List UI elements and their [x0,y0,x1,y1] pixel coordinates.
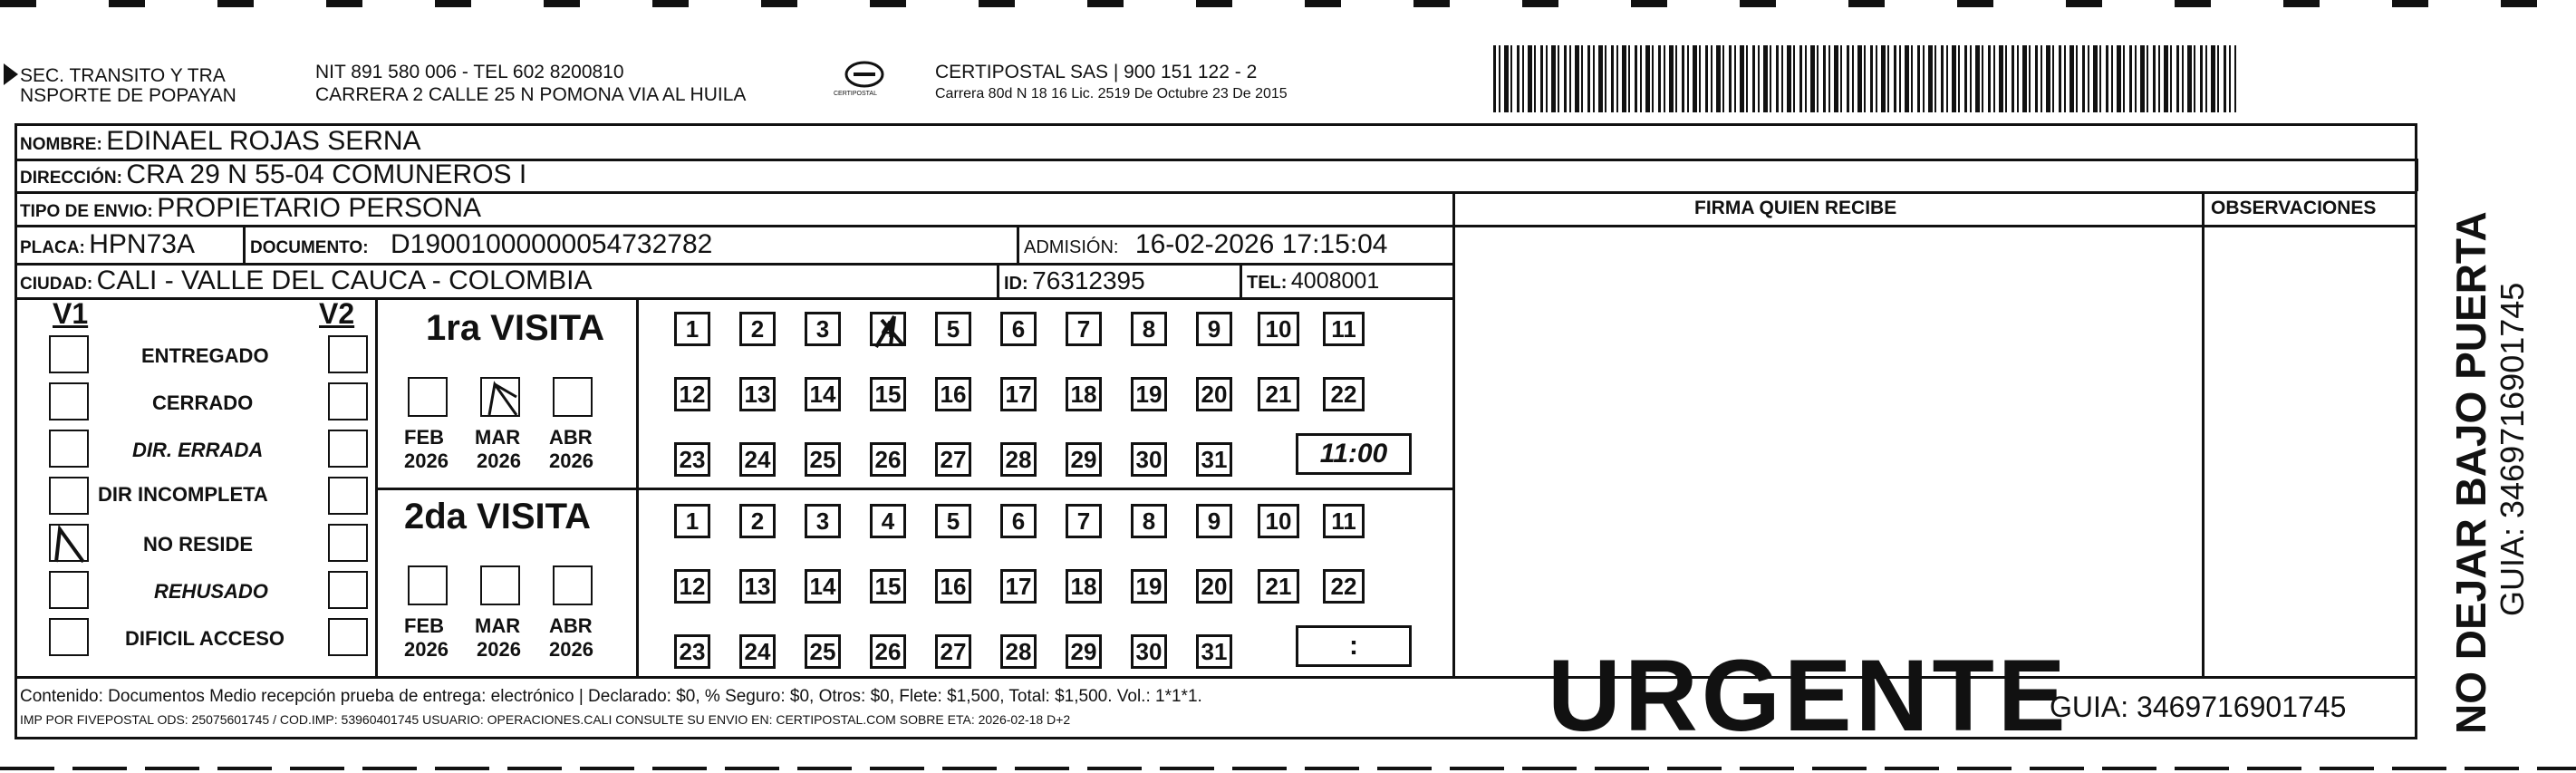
second-visit-day-6[interactable]: 6 [1000,504,1037,538]
second-visit-day-15[interactable]: 15 [870,569,906,604]
first-visit-day-9[interactable]: 9 [1196,312,1232,346]
first-visit-day-11[interactable]: 11 [1323,312,1365,346]
status-dir-incompleta: DIR INCOMPLETA [98,483,268,506]
ciudad-label: CIUDAD: [20,275,93,294]
second-visit-day-25[interactable]: 25 [805,634,841,669]
rule [14,225,2417,227]
urgent-stamp: URGENTE [1548,639,2069,752]
status-dificil-acceso: DIFICIL ACCESO [125,627,285,650]
second-visit-day-5[interactable]: 5 [935,504,971,538]
barcode [1493,45,2236,112]
second-visit-day-13[interactable]: 13 [739,569,776,604]
direccion-value: CRA 29 N 55-04 COMUNEROS I [126,159,527,189]
footer-guia: GUIA: 3469716901745 [2050,691,2347,723]
documento-value: D19001000000054732782 [391,229,713,259]
first-month-feb-checkbox[interactable] [408,377,448,417]
side-warning: NO DEJAR BAJO PUERTA [2447,211,2494,734]
first-visit-day-16[interactable]: 16 [935,377,971,411]
first-visit-day-7[interactable]: 7 [1066,312,1102,346]
second-month-feb-label: FEB [404,614,444,637]
second-visit-day-26[interactable]: 26 [870,634,906,669]
first-month-feb-label: FEB [404,426,444,449]
rule [375,297,378,676]
placa-label: PLACA: [20,238,85,257]
status-rehusado: REHUSADO [154,580,268,603]
second-visit-day-3[interactable]: 3 [805,504,841,538]
second-visit-day-12[interactable]: 12 [674,569,710,604]
first-visit-day-2[interactable]: 2 [739,312,776,346]
first-visit-day-21[interactable]: 21 [1258,377,1299,411]
v1-checkbox-cerrado[interactable] [49,382,89,420]
first-visit-day-27[interactable]: 27 [935,442,971,477]
v2-checkbox-no-reside[interactable] [328,524,368,562]
second-visit-day-17[interactable]: 17 [1000,569,1037,604]
certipostal-logo-icon [834,54,915,107]
tel-label: TEL: [1247,273,1288,293]
first-visit-day-5[interactable]: 5 [935,312,971,346]
second-visit-day-20[interactable]: 20 [1196,569,1232,604]
status-no-reside: NO RESIDE [143,533,254,556]
issuer-line2: NSPORTE DE POPAYAN [20,85,236,106]
first-visit-day-15[interactable]: 15 [870,377,906,411]
first-visit-day-13[interactable]: 13 [739,377,776,411]
second-visit-day-16[interactable]: 16 [935,569,971,604]
nombre-label: NOMBRE: [20,135,102,154]
admision-row [1024,229,1387,260]
v1-checkbox-no-reside[interactable] [49,524,89,562]
v1-checkbox-dir-errada[interactable] [49,430,89,468]
checkmark-icon [482,379,522,419]
second-visit-title: 2da VISITA [404,497,591,536]
second-visit-day-11[interactable]: 11 [1323,504,1365,538]
v2-checkbox-dir-errada[interactable] [328,430,368,468]
second-visit-day-27[interactable]: 27 [935,634,971,669]
first-visit-day-31[interactable]: 31 [1196,442,1232,477]
tipo-value: PROPIETARIO PERSONA [157,193,482,223]
admision-value: 16-02-2026 17:15:04 [1134,229,1388,259]
rule [1240,263,1242,297]
v2-checkbox-entregado[interactable] [328,335,368,373]
v2-checkbox-cerrado[interactable] [328,382,368,420]
direccion-label: DIRECCIÓN: [20,169,122,188]
second-visit-day-4[interactable]: 4 [870,504,906,538]
tel-row [1247,268,1379,295]
footer-content-line: Contenido: Documentos Medio recepción prueba de entrega: electrónico | Declarado: $0, % Seguro: $0, Otros: $0, Flete: $1,500, Total: $1,500. Vol.: 1*1*1. [20,687,1202,706]
second-month-mar-label: MAR [475,614,521,637]
placa-row [20,229,195,260]
v1-checkbox-dificil-acceso[interactable] [49,618,89,656]
checkmark-icon [873,314,909,349]
certipostal-logo [834,54,915,107]
first-visit-day-19[interactable]: 19 [1131,377,1167,411]
id-label: ID: [1004,274,1028,294]
rule [2416,159,2418,191]
rule [375,488,1455,490]
bottom-tear-edge [0,767,2576,770]
rule [1017,225,1019,263]
tipo-label: TIPO DE ENVIO: [20,202,153,221]
second-visit-day-9[interactable]: 9 [1196,504,1232,538]
observaciones-header: OBSERVACIONES [2211,198,2377,218]
tel-value: 4008001 [1290,268,1380,294]
first-year-feb: 2026 [404,449,449,472]
top-tear-edge [0,0,2576,7]
firma-header: FIRMA QUIEN RECIBE [1694,198,1897,218]
first-visit-day-25[interactable]: 25 [805,442,841,477]
ciudad-value: CALI - VALLE DEL CAUCA - COLOMBIA [96,266,593,295]
arrow-mark-icon [4,63,18,85]
second-month-abr-checkbox[interactable] [553,565,593,605]
company-line2: Carrera 80d N 18 16 Lic. 2519 De Octubre 23 De 2015 [935,86,1288,101]
second-visit-day-22[interactable]: 22 [1323,569,1365,604]
rule [243,225,246,263]
v2-checkbox-dir-incompleta[interactable] [328,477,368,515]
direccion-row [20,159,526,190]
first-visit-day-23[interactable]: 23 [674,442,710,477]
first-month-mar-label: MAR [475,426,521,449]
first-visit-day-20[interactable]: 20 [1196,377,1232,411]
first-visit-day-1[interactable]: 1 [674,312,710,346]
second-year-abr: 2026 [549,638,593,661]
second-visit-time[interactable]: : [1296,625,1412,667]
second-visit-day-19[interactable]: 19 [1131,569,1167,604]
second-visit-day-14[interactable]: 14 [805,569,841,604]
v1-checkbox-entregado[interactable] [49,335,89,373]
first-visit-day-18[interactable]: 18 [1066,377,1102,411]
second-month-abr-label: ABR [549,614,593,637]
second-month-feb-checkbox[interactable] [408,565,448,605]
first-visit-day-12[interactable]: 12 [674,377,710,411]
first-visit-day-26[interactable]: 26 [870,442,906,477]
second-visit-day-23[interactable]: 23 [674,634,710,669]
first-visit-day-29[interactable]: 29 [1066,442,1102,477]
nombre-value: EDINAEL ROJAS SERNA [106,126,421,156]
rule [14,297,1455,300]
second-visit-day-24[interactable]: 24 [739,634,776,669]
first-month-abr-label: ABR [549,426,593,449]
first-visit-day-22[interactable]: 22 [1323,377,1365,411]
logo-text: CERTIPOSTAL [834,91,877,97]
second-visit-day-1[interactable]: 1 [674,504,710,538]
id-row [1004,266,1145,295]
second-visit-day-2[interactable]: 2 [739,504,776,538]
status-cerrado: CERRADO [152,391,254,414]
first-visit-day-8[interactable]: 8 [1131,312,1167,346]
second-visit-day-7[interactable]: 7 [1066,504,1102,538]
v2-checkbox-dificil-acceso[interactable] [328,618,368,656]
first-visit-time[interactable]: 11:00 [1296,433,1412,475]
second-year-mar: 2026 [477,638,521,661]
documento-label: DOCUMENTO: [250,238,369,257]
admision-label: ADMISIÓN: [1024,237,1119,257]
first-visit-day-3[interactable]: 3 [805,312,841,346]
second-month-mar-checkbox[interactable] [480,565,520,605]
ciudad-row [20,266,593,296]
first-visit-day-24[interactable]: 24 [739,442,776,477]
status-entregado: ENTREGADO [141,344,269,367]
nombre-row [20,126,421,157]
checkmark-icon [51,526,91,564]
first-visit-day-17[interactable]: 17 [1000,377,1037,411]
first-visit-title: 1ra VISITA [426,308,605,348]
rule [636,297,639,676]
second-visit-day-10[interactable]: 10 [1258,504,1299,538]
footer-print-line: IMP POR FIVEPOSTAL ODS: 25075601745 / COD.IMP: 53960401745 USUARIO: OPERACIONES.CALI CONSULTE SU ENVIO EN: CERTIPOSTAL.COM SOBRE ETA: 2026-02-18 D+2 [20,712,1071,727]
first-visit-day-28[interactable]: 28 [1000,442,1037,477]
tipo-row [20,193,481,224]
v2-checkbox-rehusado[interactable] [328,571,368,609]
second-year-feb: 2026 [404,638,449,661]
id-value: 76312395 [1032,266,1145,295]
v1-checkbox-rehusado[interactable] [49,571,89,609]
first-month-abr-checkbox[interactable] [553,377,593,417]
second-visit-day-21[interactable]: 21 [1258,569,1299,604]
second-visit-day-30[interactable]: 30 [1131,634,1167,669]
nit-line2: CARRERA 2 CALLE 25 N POMONA VIA AL HUILA [315,84,747,105]
rule [2202,191,2205,676]
placa-value: HPN73A [89,229,195,259]
first-visit-day-4[interactable]: 4 [870,312,906,346]
first-visit-day-14[interactable]: 14 [805,377,841,411]
first-year-mar: 2026 [477,449,521,472]
second-visit-day-18[interactable]: 18 [1066,569,1102,604]
first-visit-day-30[interactable]: 30 [1131,442,1167,477]
status-dir-errada: DIR. ERRADA [132,439,264,461]
nit-line1: NIT 891 580 006 - TEL 602 8200810 [315,62,624,82]
rule [1452,191,1455,676]
v2-label: V2 [319,297,355,330]
first-visit-day-10[interactable]: 10 [1258,312,1299,346]
first-visit-day-6[interactable]: 6 [1000,312,1037,346]
company-line1: CERTIPOSTAL SAS | 900 151 122 - 2 [935,62,1258,82]
second-visit-day-31[interactable]: 31 [1196,634,1232,669]
first-year-abr: 2026 [549,449,593,472]
second-visit-day-29[interactable]: 29 [1066,634,1102,669]
v1-label: V1 [53,297,89,330]
issuer-line1: SEC. TRANSITO Y TRA [20,65,226,86]
second-visit-day-28[interactable]: 28 [1000,634,1037,669]
first-month-mar-checkbox[interactable] [480,377,520,417]
rule [997,263,999,297]
v1-checkbox-dir-incompleta[interactable] [49,477,89,515]
side-guia: GUIA: 3469716901745 [2494,282,2531,616]
second-visit-day-8[interactable]: 8 [1131,504,1167,538]
documento-row [250,229,712,260]
